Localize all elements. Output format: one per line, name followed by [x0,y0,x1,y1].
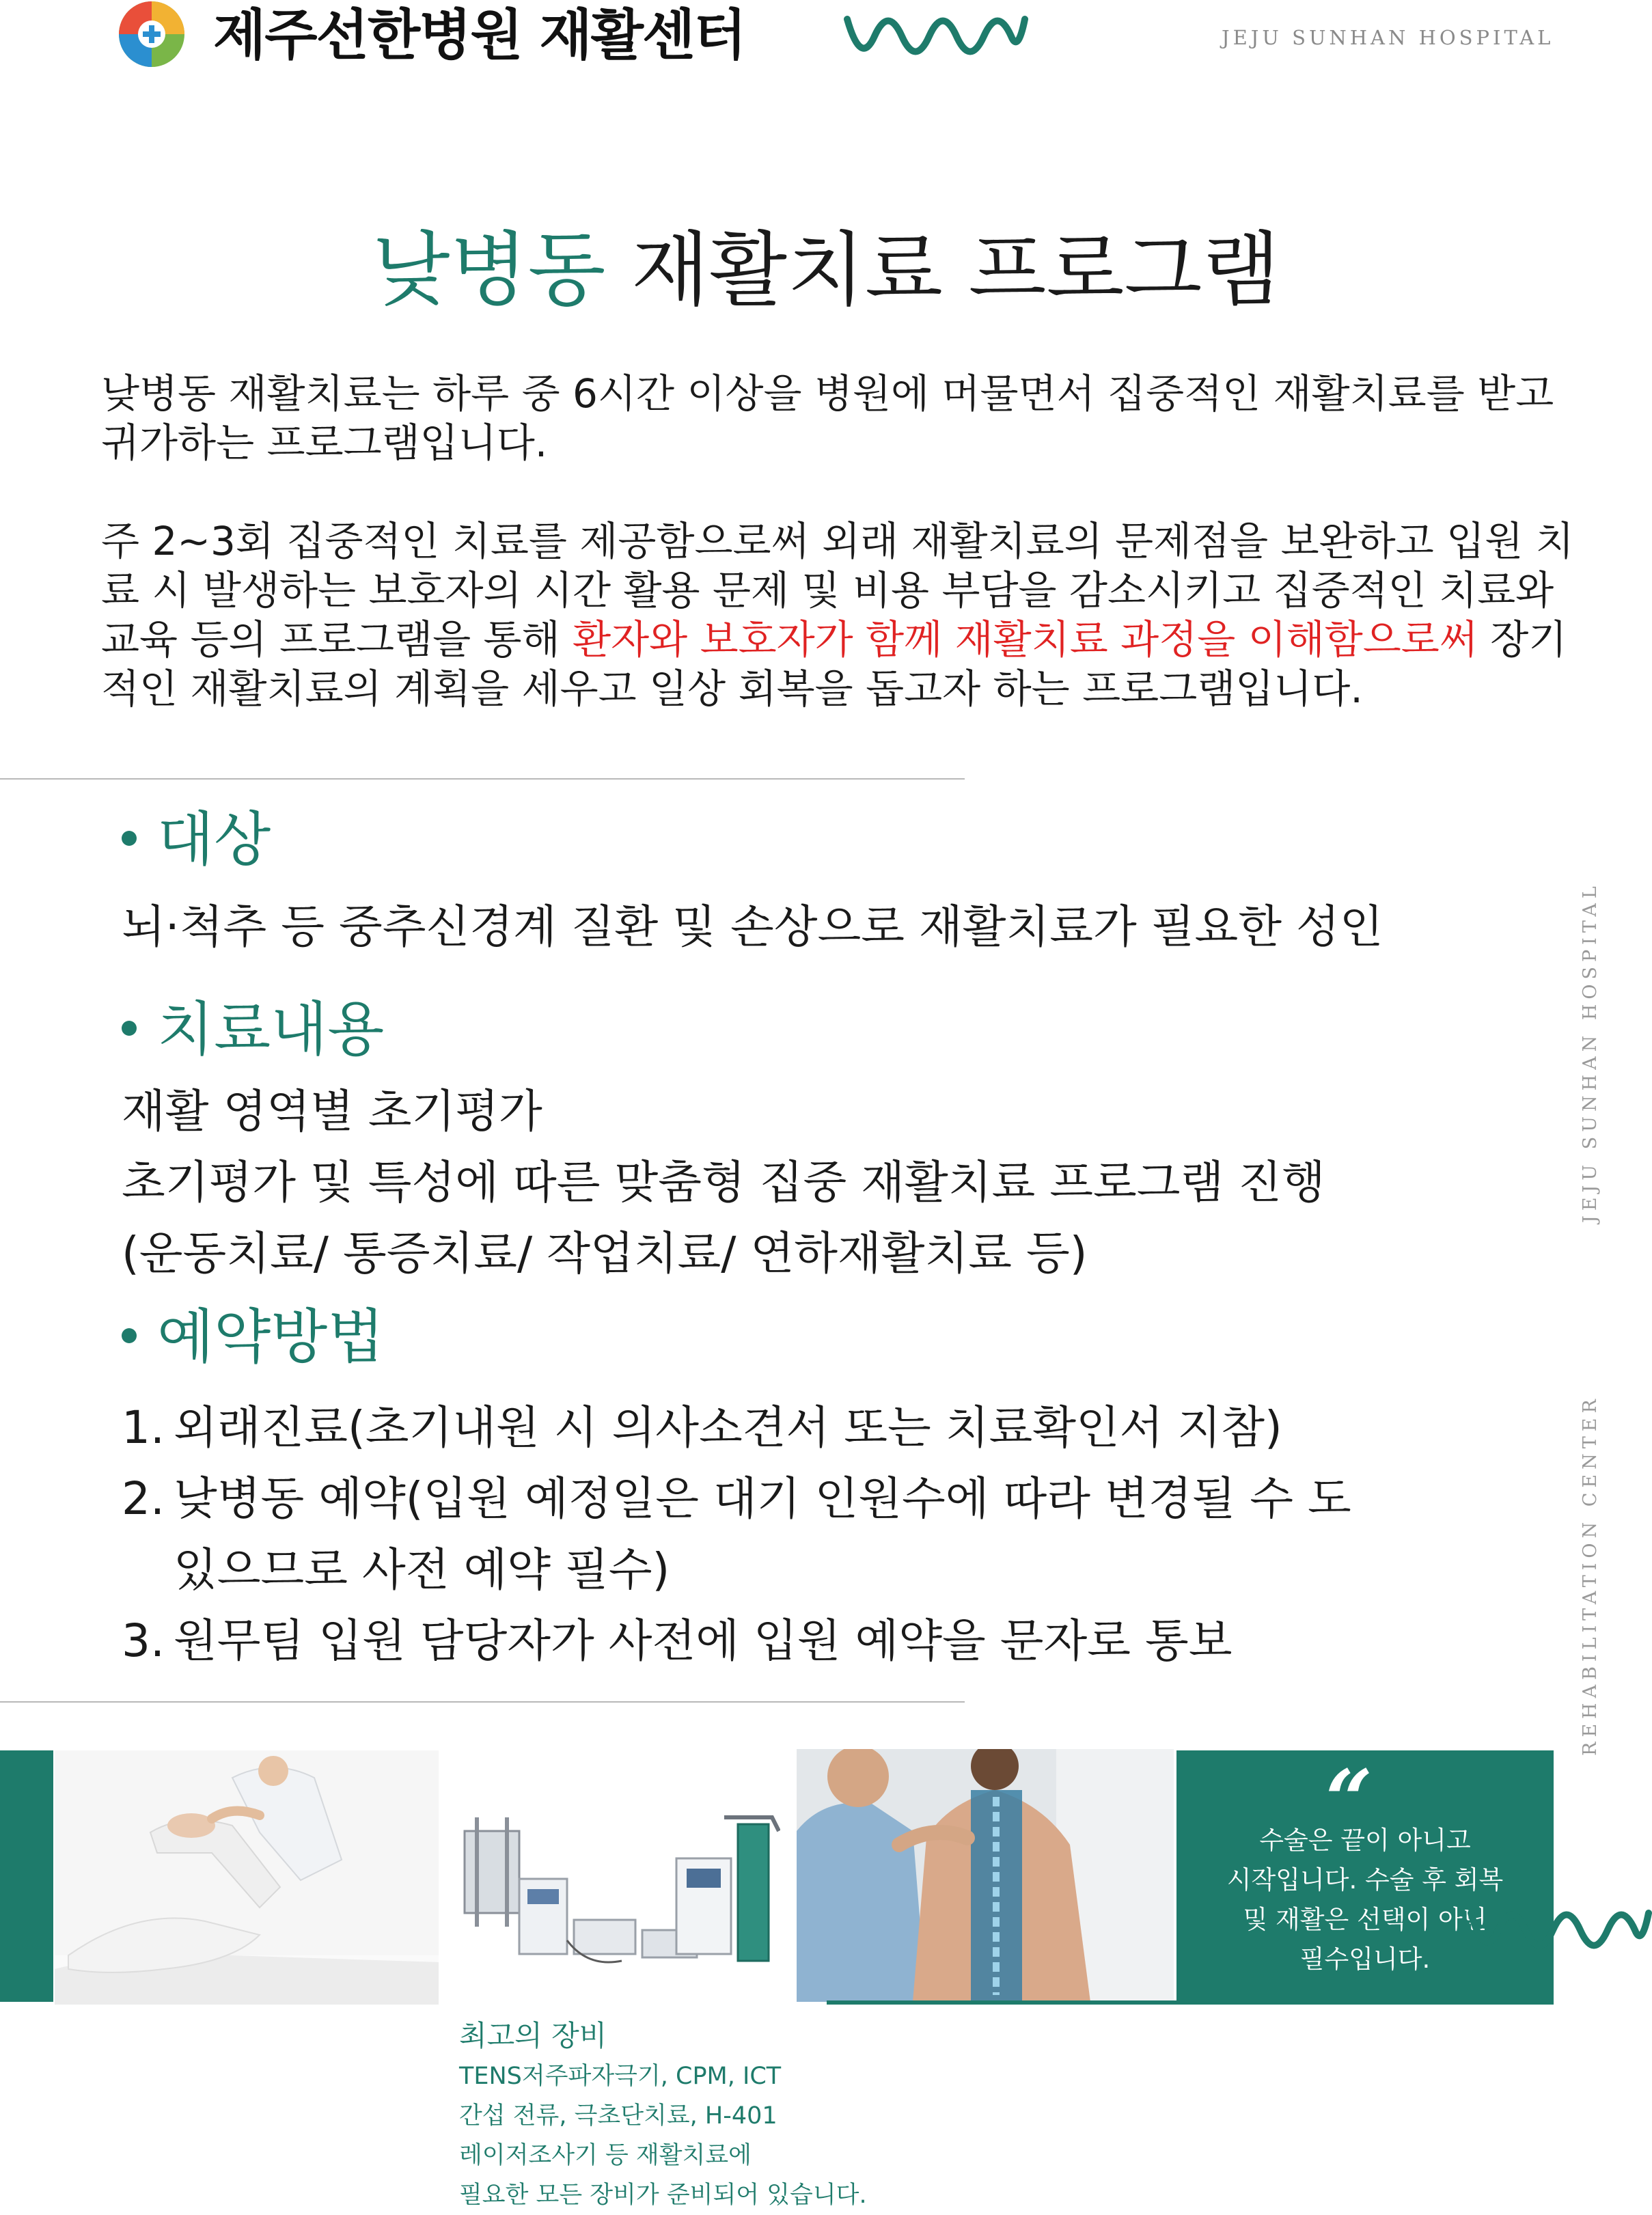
hospital-brand-name: 제주선한병원 재활센터 [213,3,745,67]
intro-paragraph-1: 낮병동 재활치료는 하루 중 6시간 이상을 병원에 머물면서 집중적인 재활치료를 받고 귀가하는 프로그램입니다. [101,370,1554,466]
header-english-name: JEJU SUNHAN HOSPITAL [1222,26,1554,49]
accent-band-under [827,2000,1554,2005]
physiotherapy-photo [55,1750,439,2005]
intro-p2-highlight: 환자와 보호자가 함께 재활치료 과정을 이해함으로써 [573,616,1478,663]
section-body-reservation [122,1392,1351,1677]
title-accent: 낮병동 [372,223,606,317]
wave-decoration-icon [1468,1899,1652,1968]
bullet-icon [122,831,137,846]
equipment-description: TENS저주파자극기, CPM, ICT 간섭 전류, 극초단치료, H-401 레이저조사기 등 재활치료에 필요한 모든 장비가 준비되어 있습니다. [459,2063,867,2209]
section-body-target: 뇌·척추 등 중추신경계 질환 및 손상으로 재활치료가 필요한 성인 [122,900,1383,953]
content-line: 초기평가 및 특성에 따른 맞춤형 집중 재활치료 프로그램 진행 [122,1156,1325,1209]
title-rest: 재활치료 프로그램 [605,223,1280,317]
bullet-icon [122,1021,137,1036]
wave-decoration-icon [844,5,1028,74]
equipment-title: 최고의 장비 [459,2019,607,2052]
content-line: 재활 영역별 초기평가 [122,1085,542,1138]
section-heading-content: 치료내용 [122,992,384,1067]
spine-therapy-photo [797,1749,1174,2002]
quote-text: 수술은 끝이 아니고 시작입니다. 수술 후 회복 및 재활은 선택이 아닌 필수입니다. [1226,1826,1504,1974]
side-text-hospital: JEJU SUNHAN HOSPITAL [1580,881,1601,1223]
intro-p2-after: 장기적인 재활치료의 계획을 세우고 일상 회복을 돕고자 하는 프로그램입니다. [101,616,1567,712]
accent-band-left [0,1750,53,2002]
equipment-photo [451,1804,780,1975]
reservation-step: 1. 외래진료(초기내원 시 의사소견서 또는 치료확인서 지참) [122,1401,1282,1454]
intro-text [101,369,1591,762]
content-line: (운동치료/ 통증치료/ 작업치료/ 연하재활치료 등) [122,1227,1088,1280]
section-heading-target: 대상 [122,802,271,877]
bullet-icon [122,1328,137,1343]
reservation-step: 2. 낮병동 예약(입원 예정일은 대기 인원수에 따라 변경될 수 도 있으므로 사전 예약 필수) [122,1472,1351,1596]
section-body-content [122,1076,1325,1289]
section-heading-reservation: 예약방법 [122,1299,384,1375]
section-divider-bottom [0,1701,965,1703]
intro-paragraph-2 [101,517,1591,713]
intro-p2-before: 주 2~3회 집중적인 치료를 제공함으로써 외래 재활치료의 문제점을 보완하고 입원 치료 시 발생하는 보호자의 시간 활용 문제 및 비용 부담을 감소시키고 집중적인 치료와 교육 등의 프로그램을 통해 [101,518,1574,663]
side-text-rehab: REHABILITATION CENTER [1580,1394,1601,1756]
quote-mark-icon: “ [1325,1752,1373,1848]
reservation-step: 3. 원무팀 입원 담당자가 사전에 입원 예약을 문자로 통보 [122,1614,1233,1667]
reservation-steps [122,1392,1351,1677]
section-divider-top [0,778,965,780]
page-title [0,219,1652,321]
hospital-logo-icon [118,0,186,68]
